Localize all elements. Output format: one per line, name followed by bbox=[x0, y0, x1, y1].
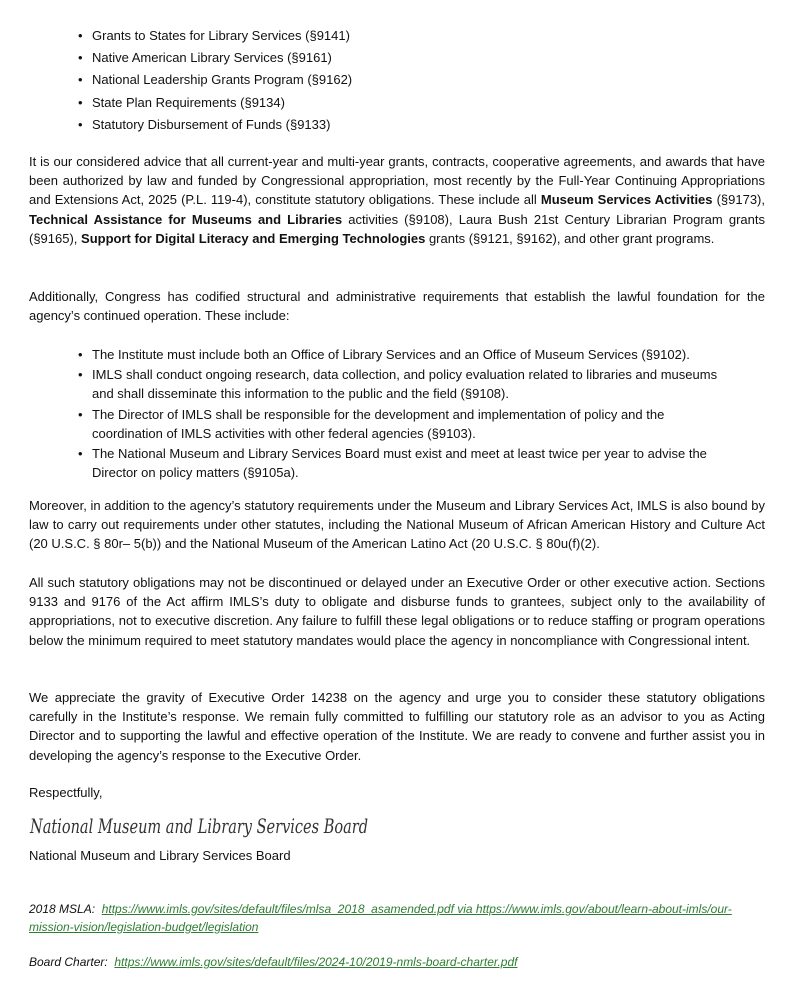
executive-order-paragraph: All such statutory obligations may not be discontinued or delayed under an Executive Order or other executive action. Sections 9133 and 9176 of the Act affirm IMLS’s duty to obligate and disburse funds to grantees, subject only to the availability of appropriations, not to executive discretion. Any failure to fulfill these legal obligations or to reduce staffing or program operations below the minimum required to meet statutory mandates would place the agency in noncompliance with Congressional intent. bbox=[29, 575, 765, 648]
list-item: • The National Museum and Library Services Board must exist and meet at least twice per year to advise the Director on policy matters (§9105a). bbox=[78, 444, 728, 482]
handwritten-signature bbox=[28, 806, 378, 844]
list-item: • Native American Library Services (§9161) bbox=[78, 48, 718, 67]
footnote-label: Board Charter: bbox=[29, 955, 108, 969]
board-charter-footnote bbox=[29, 953, 749, 971]
obligations-paragraph: It is our considered advice that all current-year and multi-year grants, contracts, cooperative agreements, and awards that have been authorized by law and funded by Congressional appropriation, most recently by the Full-Year Continuing Appropriations and Extensions Act, 2025 (P.L. 119-4), constitute statutory obligations. These include all Museum Services Activities (§9173), Technical Assistance for Museums and Libraries activities (§9108), Laura Bush 21st Century Librarian Program grants (§9165), Support for Digital Literacy and Emerging Technologies grants (§9121, §9162), and other grant programs. bbox=[29, 154, 766, 246]
list-item: • IMLS shall conduct ongoing research, data collection, and policy evaluation related to libraries and museums and shall disseminate this information to the public and the field (§9108). bbox=[78, 365, 728, 403]
msla-link[interactable]: https://www.imls.gov/sites/default/files/mlsa_2018_asamended.pdf via https://www.imls.gov/about/learn-about-imls/our-mission-vision/legislation-budget/legislation bbox=[29, 902, 732, 934]
list-item: • State Plan Requirements (§9134) bbox=[78, 93, 718, 112]
msla-footnote bbox=[29, 900, 749, 936]
statute-list bbox=[78, 26, 718, 137]
closing: Respectfully, bbox=[29, 785, 103, 800]
svg-text:National Museum and Library Se: National Museum and Library Services Board bbox=[29, 814, 368, 838]
list-item: • Grants to States for Library Services (§9141) bbox=[78, 26, 718, 45]
structural-requirements-paragraph: Additionally, Congress has codified structural and administrative requirements that establish the lawful foundation for the agency’s continued operation. These include: bbox=[29, 289, 765, 324]
board-charter-link[interactable]: https://www.imls.gov/sites/default/files/2024-10/2019-nmls-board-charter.pdf bbox=[114, 955, 518, 969]
other-statutes-paragraph: Moreover, in addition to the agency’s statutory requirements under the Museum and Library Services Act, IMLS is also bound by law to carry out requirements under other statutes, including the National Museum of African American History and Culture Act (20 U.S.C. § 80r– 5(b)) and the National Museum of the American Latino Act (20 U.S.C. § 80u(f)(2). bbox=[29, 498, 765, 552]
list-item: • National Leadership Grants Program (§9162) bbox=[78, 70, 718, 89]
list-item: • Statutory Disbursement of Funds (§9133) bbox=[78, 115, 718, 134]
list-item: • The Director of IMLS shall be responsible for the development and implementation of policy and the coordination of IMLS activities with other federal agencies (§9103). bbox=[78, 405, 728, 443]
list-item: • The Institute must include both an Office of Library Services and an Office of Museum Services (§9102). bbox=[78, 345, 728, 364]
requirements-list bbox=[78, 345, 728, 483]
appreciation-paragraph: We appreciate the gravity of Executive Order 14238 on the agency and urge you to consider these statutory obligations carefully in the Institute’s response. We remain fully committed to fulfilling our statutory role as an advisor to you as Acting Director and to supporting the lawful and effective operation of the Institute. We are ready to convene and further assist you in developing the agency’s response to the Executive Order. bbox=[29, 690, 765, 763]
signatory-name: National Museum and Library Services Board bbox=[29, 848, 291, 863]
footnote-label: 2018 MSLA: bbox=[29, 902, 96, 916]
